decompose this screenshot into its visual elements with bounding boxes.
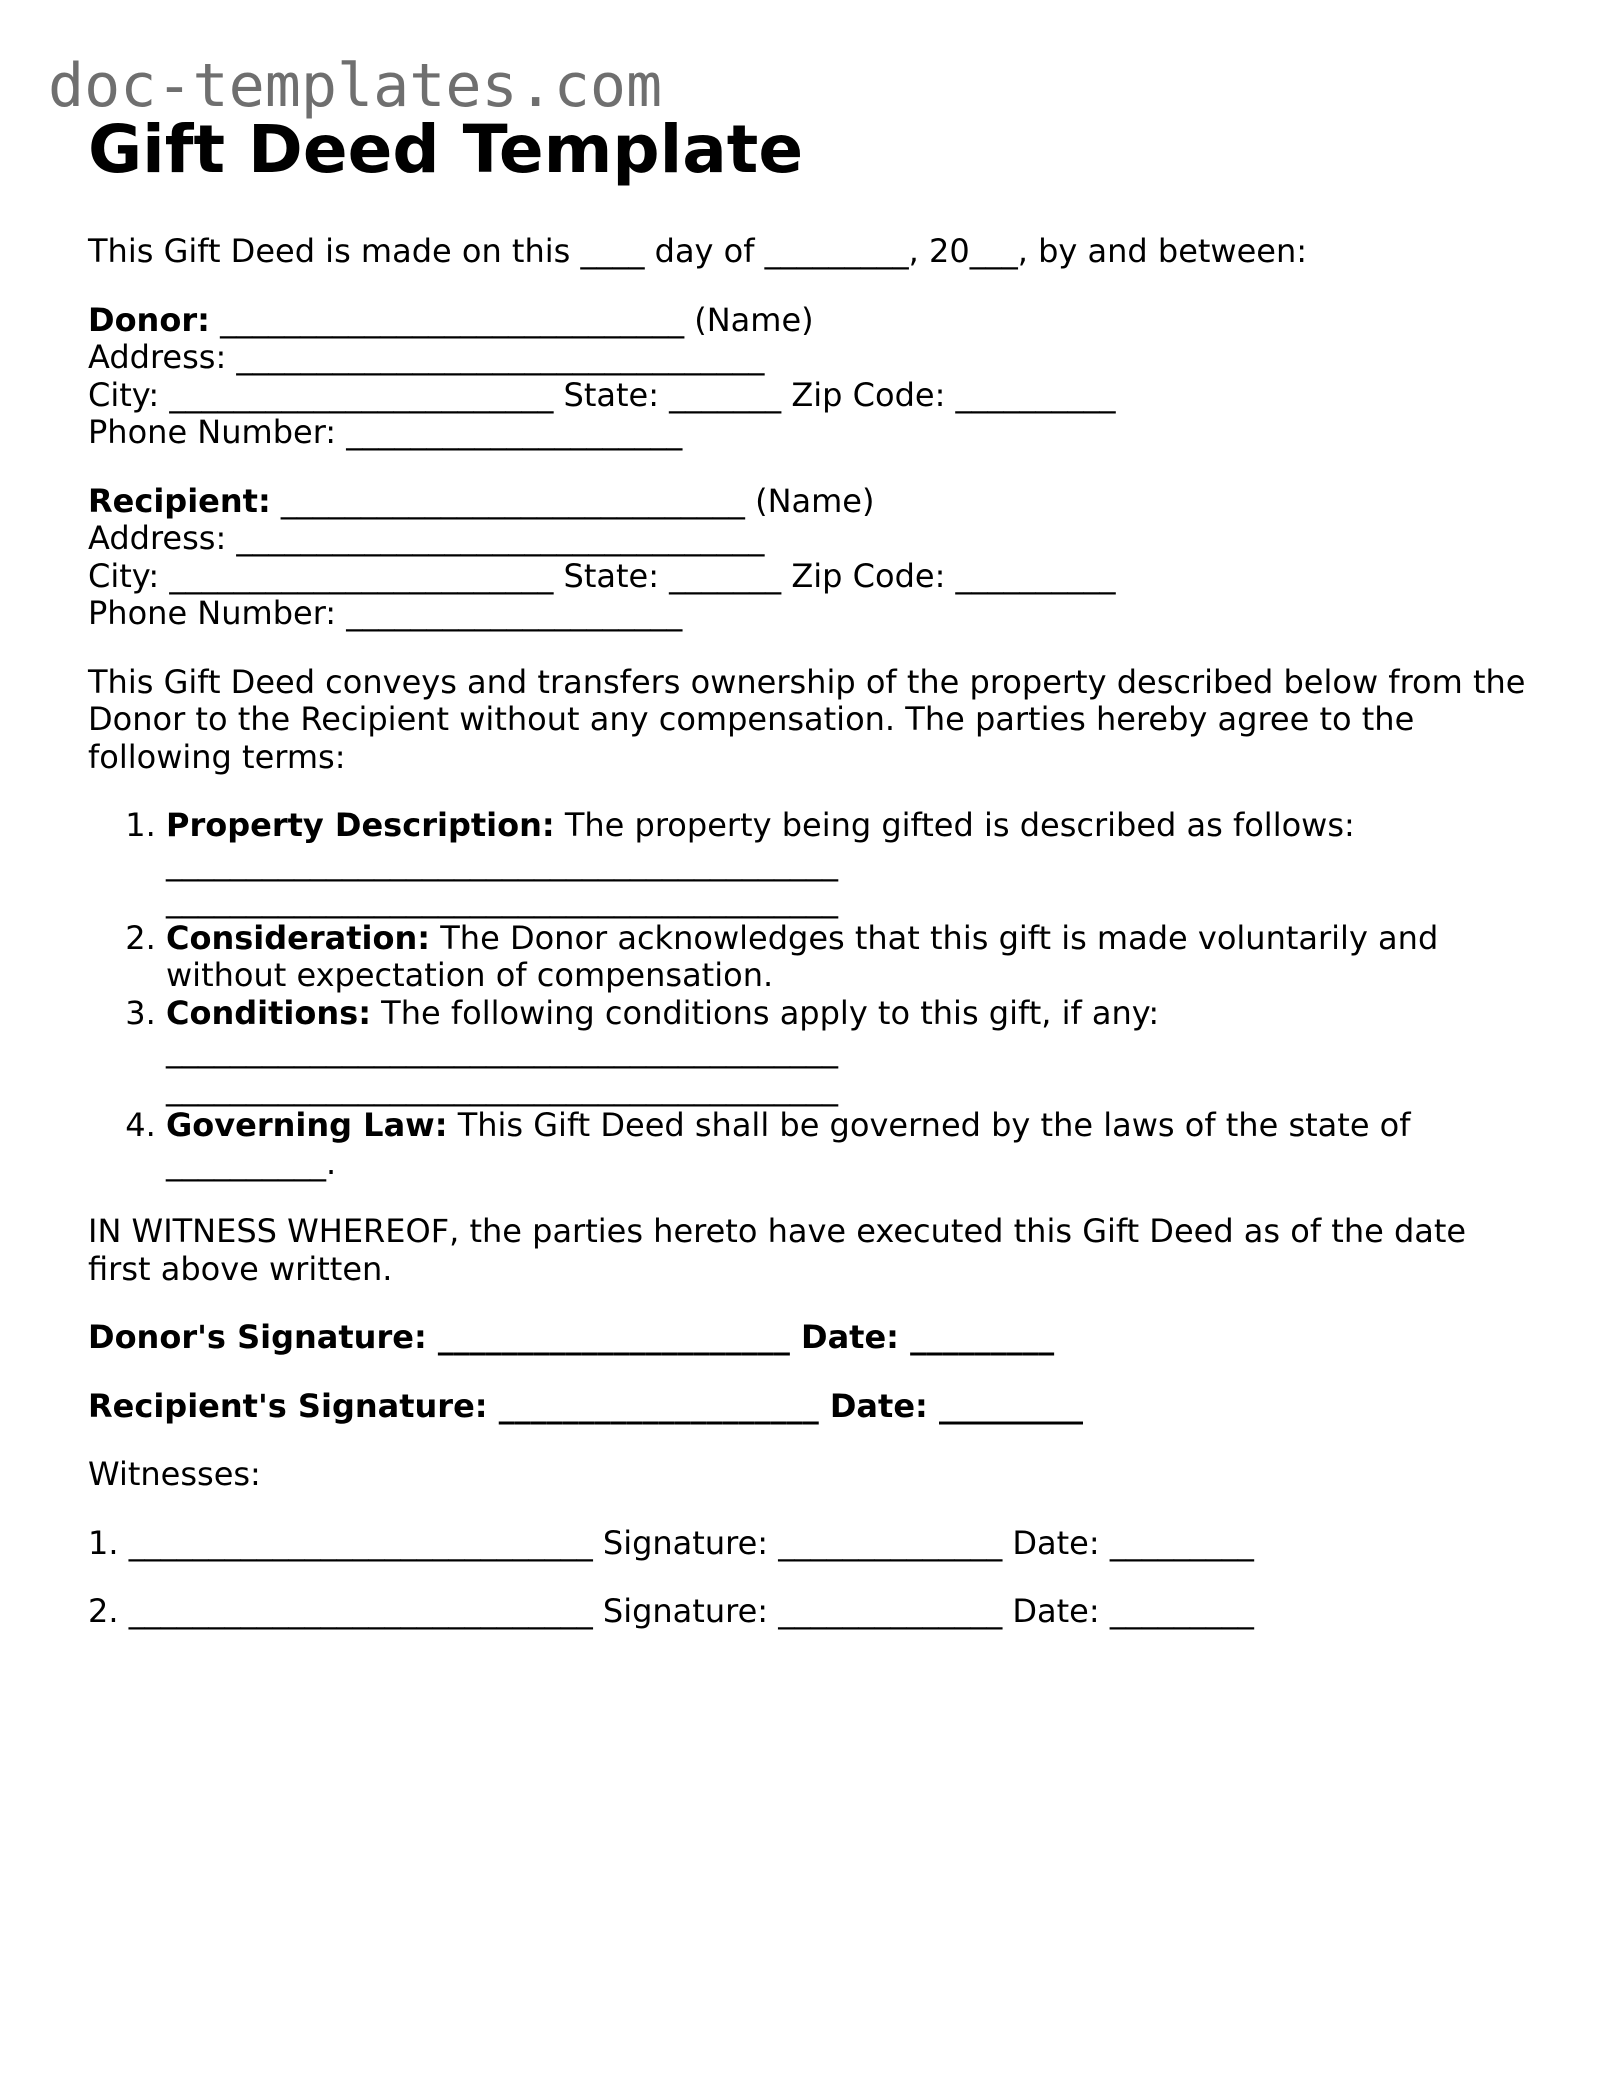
- terms-list: [88, 807, 1528, 1182]
- intro-paragraph: This Gift Deed is made on this ____ day of _________, 20___, by and between:: [88, 232, 1308, 270]
- term-item: [166, 920, 1528, 995]
- witnesses-label: Witnesses:: [88, 1455, 261, 1493]
- witness-line: 1. _____________________________ Signature: ______________ Date: _________: [88, 1523, 1254, 1562]
- term-heading: Governing Law:: [166, 1106, 448, 1144]
- donor-name-line: [88, 302, 1528, 340]
- document-page: [88, 112, 1528, 1662]
- recipient-label: Recipient:: [88, 481, 271, 520]
- donor-phone-line: Phone Number: _____________________: [88, 413, 683, 451]
- term-blank-line: __________________________________________: [166, 1068, 838, 1107]
- term-text: This Gift Deed shall be governed by the laws of the state of __________.: [166, 1106, 1411, 1182]
- term-blank-line: __________________________________________: [166, 843, 838, 882]
- donor-city-state-zip-line: City: ________________________ State: _______ Zip Code: __________: [88, 375, 1116, 414]
- term-text: The property being gifted is described as follows:: [554, 806, 1355, 844]
- term-heading: Property Description:: [166, 806, 555, 844]
- donor-label: Donor:: [88, 300, 210, 339]
- witness-line: 2. _____________________________ Signature: ______________ Date: _________: [88, 1592, 1254, 1630]
- conveyance-paragraph: This Gift Deed conveys and transfers ownership of the property described below from the Donor to the Recipient without any compensation. The parties hereby agree to the following terms:: [88, 662, 1526, 776]
- donor-address-line: Address: _________________________________: [88, 338, 765, 376]
- recipient-name-field: _____________________________ (Name): [270, 481, 875, 520]
- recipient-phone-line: Phone Number: _____________________: [88, 594, 683, 632]
- term-text: The Donor acknowledges that this gift is made voluntarily and without expectation of compensation.: [166, 918, 1439, 994]
- recipient-address-line: Address: _________________________________: [88, 519, 765, 557]
- donor-signature-line: Donor's Signature: ______________________ Date: _________: [88, 1318, 1055, 1356]
- term-blank-line: __________________________________________: [166, 881, 838, 919]
- donor-name-field: _____________________________ (Name): [209, 300, 814, 339]
- watermark: doc-templates.com: [48, 51, 663, 121]
- document-title: Gift Deed Template: [88, 111, 804, 188]
- recipient-block: [88, 483, 1528, 633]
- recipient-city-state-zip-line: City: ________________________ State: _______ Zip Code: __________: [88, 556, 1116, 595]
- term-item: [166, 1107, 1528, 1182]
- recipient-name-line: [88, 483, 1528, 521]
- term-text: The following conditions apply to this gift, if any:: [371, 993, 1160, 1032]
- donor-block: [88, 302, 1528, 452]
- term-item: [166, 807, 1528, 920]
- term-heading: Consideration:: [166, 918, 431, 957]
- term-heading: Conditions:: [166, 993, 371, 1032]
- term-blank-line: __________________________________________: [166, 1031, 838, 1069]
- term-item: [166, 995, 1528, 1108]
- recipient-signature-line: Recipient's Signature: ____________________ Date: _________: [88, 1386, 1083, 1425]
- witness-clause: IN WITNESS WHEREOF, the parties hereto have executed this Gift Deed as of the date first above written.: [88, 1212, 1467, 1288]
